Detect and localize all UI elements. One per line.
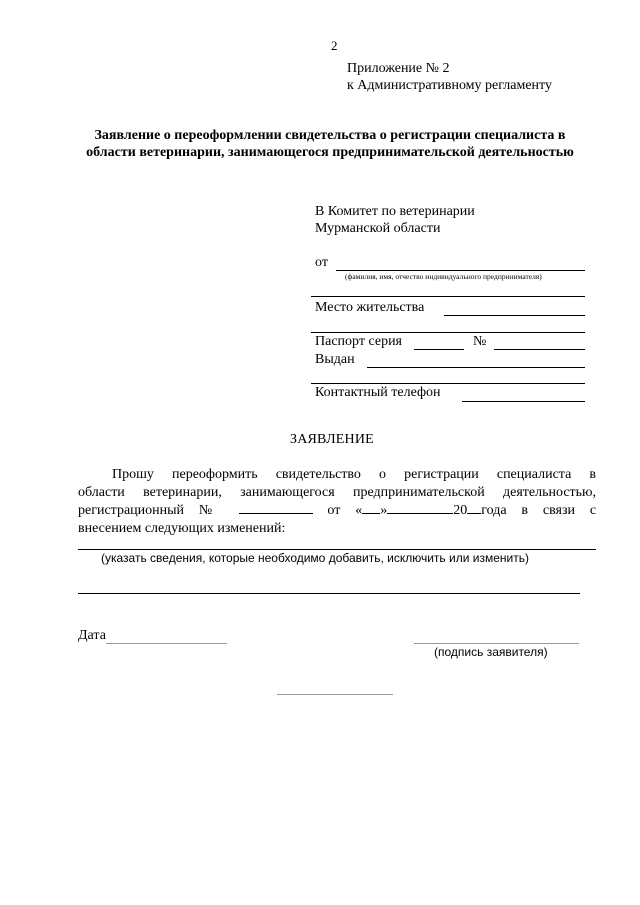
signature-field[interactable]	[414, 643, 579, 644]
residence-extra-line[interactable]	[311, 332, 585, 333]
changes-extra-line[interactable]	[78, 593, 580, 594]
statement-heading: ЗАЯВЛЕНИЕ	[290, 432, 374, 447]
issued-extra-line[interactable]	[311, 383, 585, 384]
signature-hint: (подпись заявителя)	[434, 645, 548, 659]
from-hint: (фамилия, имя, отчество индивидуального предпринимателя)	[345, 272, 542, 281]
year-field[interactable]	[467, 501, 481, 514]
month-field[interactable]	[387, 501, 453, 514]
issued-label: Выдан	[315, 352, 355, 367]
changes-hint: (указать сведения, которые необходимо добавить, исключить или изменить)	[101, 551, 529, 565]
page-number: 2	[331, 38, 338, 53]
from-name-field[interactable]	[336, 270, 585, 271]
body-line-1: Прошу переоформить свидетельство о регистрации специалиста в	[112, 467, 596, 482]
passport-series-label: Паспорт серия	[315, 334, 402, 349]
from-extra-line[interactable]	[311, 296, 585, 297]
statement-body	[78, 466, 596, 537]
closing-separator	[277, 694, 393, 695]
passport-number-field[interactable]	[494, 349, 585, 350]
passport-number-label: №	[473, 334, 487, 349]
body-line-3: регистрационный № от « » 20 года в связи с	[78, 503, 597, 518]
document-title: Заявление о переоформлении свидетельства о регистрации специалиста в области ветеринарии, занимающегося предпринимательской деятельностью	[86, 128, 574, 160]
day-field[interactable]	[362, 501, 380, 514]
appendix-line-2: к Административному регламенту	[347, 78, 552, 93]
appendix-line-1: Приложение № 2	[347, 61, 450, 76]
phone-label: Контактный телефон	[315, 385, 441, 400]
residence-field[interactable]	[444, 315, 585, 316]
issued-field[interactable]	[367, 367, 585, 368]
residence-label: Место жительства	[315, 300, 425, 315]
addressee-line-2: Мурманской области	[315, 221, 441, 236]
addressee-line-1: В Комитет по ветеринарии	[315, 204, 475, 219]
changes-field[interactable]	[78, 549, 596, 550]
body-line-2: области ветеринарии, занимающегося предпринимательской деятельностью,	[78, 484, 596, 500]
date-label: Дата	[78, 628, 106, 643]
registration-number-field[interactable]	[239, 501, 313, 514]
body-line-4: внесением следующих изменений:	[78, 520, 286, 536]
passport-series-field[interactable]	[414, 349, 464, 350]
phone-field[interactable]	[462, 401, 585, 402]
from-label: от	[315, 255, 328, 270]
date-field[interactable]	[106, 643, 227, 644]
